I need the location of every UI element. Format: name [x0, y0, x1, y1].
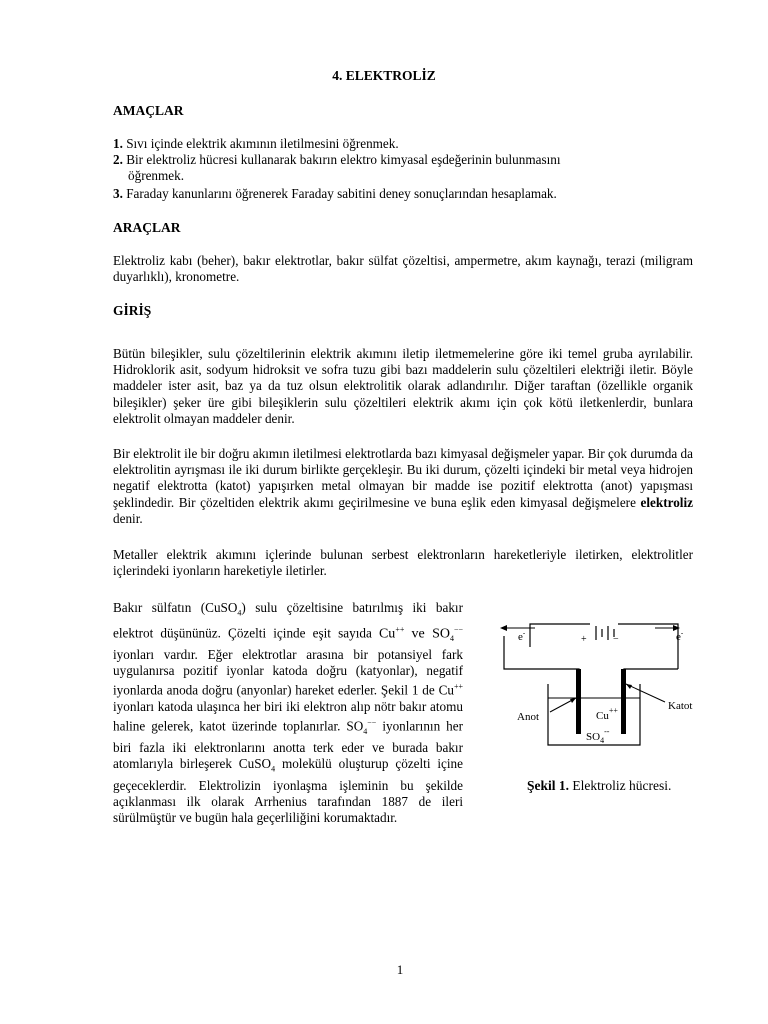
paragraph-text: iyonlarının her biri fazla iki elektronlarını anotta terk eder ve burada bakır atomlarıyla birleşerek CuSO: [113, 718, 463, 771]
objective-text: Bir elektroliz hücresi kullanarak bakırın elektro kimyasal eşdeğerinin bulunmasını: [126, 152, 561, 167]
caption-label: Şekil 1.: [527, 778, 570, 793]
paragraph-text: ) sulu çözeltisine batırılmış iki bakır elektrot düşününüz. Çözelti içinde eşit sayıda: [113, 600, 463, 641]
intro-paragraph-2: [113, 446, 693, 527]
label-plus: +: [581, 634, 587, 645]
superscript: ++: [453, 682, 463, 692]
subscript: 4: [271, 764, 276, 774]
anode-electrode: [576, 669, 581, 734]
paragraph-text: iyonları vardır. Eğer elektrotlar arasına bir potansiyel fark uygulanırsa pozitif iyonlar katoda doğru (katyonlar), negatif iyonlarda anoda doğru (anyonlar) hareket ederler. Şekil 1 de Cu: [113, 646, 463, 698]
paragraph-text: denir.: [113, 510, 143, 526]
caption-text: Elektroliz hücresi.: [572, 778, 672, 793]
subscript: 4: [449, 633, 454, 643]
heading-amaclar: AMAÇLAR: [113, 103, 184, 118]
objective-item-3: [113, 186, 693, 202]
page-title: 4. ELEKTROLİZ: [332, 68, 436, 83]
arrow-head: [570, 698, 576, 703]
objective-text: Faraday kanunlarını öğrenerek Faraday sabitini deney sonuçlarından hesaplamak.: [126, 186, 557, 201]
wire-right: [618, 624, 678, 669]
katot-pointer: [626, 684, 665, 702]
cathode-electrode: [621, 669, 626, 734]
subscript: 4: [237, 608, 242, 618]
electrolysis-cell-figure: [490, 612, 710, 762]
label-so4-ion: $SO_4^{--}$: [586, 727, 610, 745]
figure-caption: [527, 778, 671, 794]
intro-paragraph-3: Metaller elektrik akımını içlerinde bulunan serbest elektronların hareketleriyle iletirken, elektrolitler içlerindeki iyonların hareketiyle iletirler.: [113, 547, 693, 579]
superscript: −−: [453, 624, 463, 634]
objective-number: 1.: [113, 136, 123, 151]
label-e-left: e-: [518, 629, 526, 643]
heading-araclar: ARAÇLAR: [113, 220, 181, 235]
label-minus: −: [613, 634, 619, 645]
arrow-head-left: [500, 625, 507, 631]
paragraph-text: Bakır sülfatın (CuSO: [113, 600, 238, 615]
label-cu-ion: Cu++: [596, 706, 618, 722]
objective-number: 2.: [113, 152, 123, 167]
wire-left-down: [504, 636, 579, 734]
objective-number: 3.: [113, 186, 123, 201]
paragraph-text: molekülü oluşturup çözelti içine geçeceklerdir. Elektrolizin iyonlaşma işleminin bu şekilde açıklanması ilk olarak Arrhenius tarafından 1887 de ileri sürülmüştür ve bugün hala geçerliliğini korumaktadır.: [113, 755, 464, 825]
ion-cu: Cu: [378, 626, 396, 642]
paragraph-text: iyonları katoda ulaşınca her biri iki elektron alıp nötr bakır atomu haline gelerek, katot üzerinde toplanırlar. SO: [113, 698, 463, 734]
equipment-paragraph: Elektroliz kabı (beher), bakır elektrotlar, bakır sülfat çözeltisi, ampermetre, akım kaynağı, terazi (miligram duyarlıklı), kronometre.: [113, 253, 693, 285]
label-katot: Katot: [668, 700, 693, 712]
intro-paragraph-1: Bütün bileşikler, sulu çözeltilerinin elektrik akımını iletip iletmemelerine göre iki temel gruba ayrılabilir. Hidroklorik asit, sodyum hidroksit ve sofra tuzu gibi bazı maddelerin sulu çözeltileri elektriği iletir. Böyle maddeler ister asit, baz ya da tuz olsun elektrolitik olarak adlandırılır. Diğer taraftan (özellikle organik bileşikler) şeker üre gibi bileşiklerin sulu çözeltileri elektrik akımı için çok kötü iletkenlerdir, bunlara elektrolit olmayan maddeler denir.: [113, 346, 693, 426]
objective-item-1: [113, 136, 693, 152]
heading-giris: GİRİŞ: [113, 303, 152, 318]
paragraph-text: ve SO: [411, 626, 450, 642]
objective-text: Sıvı içinde elektrik akımının iletilmesini öğrenmek.: [126, 136, 399, 151]
superscript: −−: [367, 717, 377, 727]
objective-item-2-continued: öğrenmek.: [128, 168, 185, 183]
subscript: 4: [363, 726, 368, 736]
superscript: ++: [395, 624, 405, 634]
keyword-elektroliz: elektroliz: [640, 494, 693, 510]
paragraph-text: Bir elektrolit ile bir doğru akımın iletilmesi elektrotlarda bazı kimyasal değişmeler yapar. Bir çok durumda da elektrolitin ayrışması ile iki durum birlikte gerçekleşir. Bu iki durum, çözelti içindeki bir metal veya hidrojen negatif elektrotta (katot) yapışırken metal olmayan bir madde ise pozitif elektrotta (anot) yapışması şeklindedir. Bir çözeltiden elektrik akımı geçirilmesine ve buna eşlik eden kimyasal değişmelere: [113, 446, 693, 510]
label-anot: Anot: [517, 711, 539, 723]
label-e-right: e-: [676, 629, 684, 643]
arrow-head: [626, 684, 632, 689]
intro-paragraph-4: [113, 600, 463, 826]
page-number: 1: [396, 962, 404, 977]
objective-item-2: [113, 152, 693, 168]
